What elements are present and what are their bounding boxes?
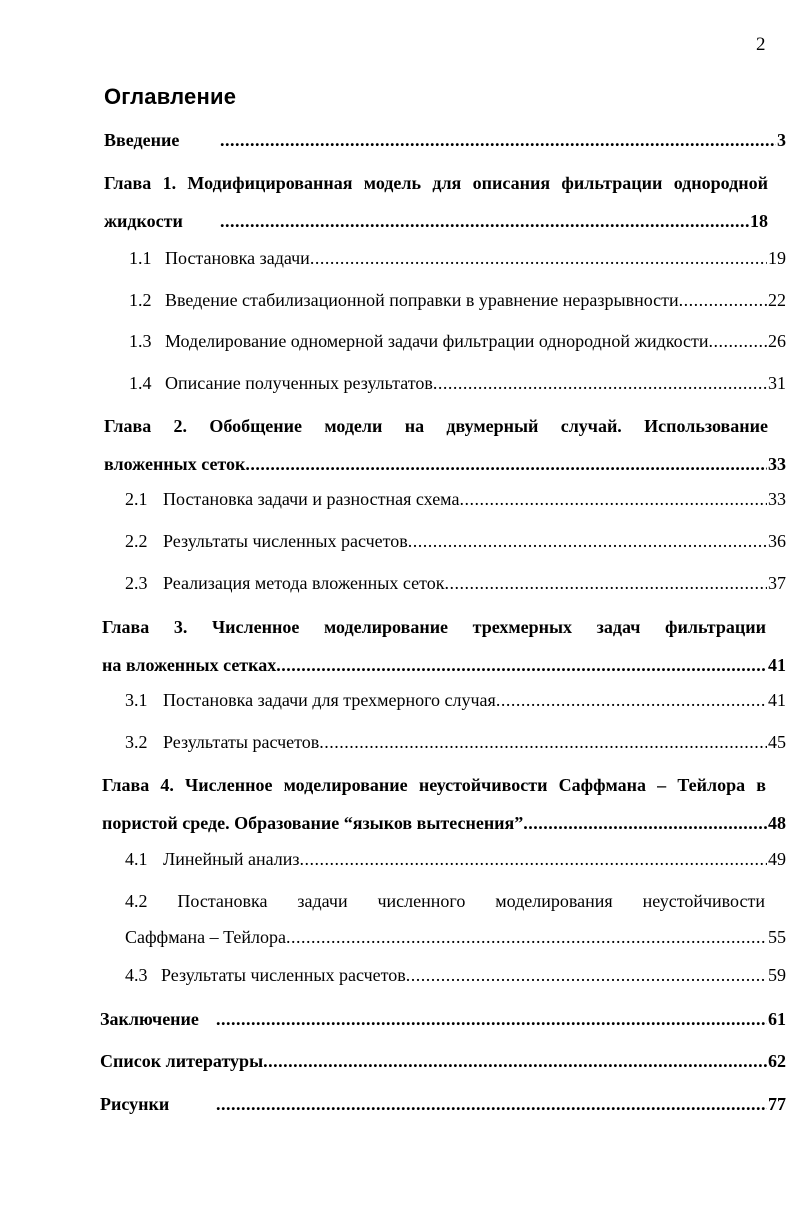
toc-entry-label: Постановка задачи [165, 248, 310, 268]
toc-entry-section-1-2[interactable] [129, 289, 786, 311]
toc-entry-conclusion[interactable] [100, 1008, 786, 1030]
toc-entry-page: 48 [768, 813, 786, 833]
dot-leader [220, 210, 749, 232]
dot-leader [709, 330, 767, 352]
toc-entry-section-4-1[interactable] [125, 848, 786, 870]
toc-entry-section-2-1[interactable] [125, 488, 786, 510]
toc-entry-number: 3.1 [125, 690, 148, 710]
toc-entry-label-cont: пористой среде. Образование “языков вытеснения” [102, 813, 524, 833]
dot-leader [276, 654, 767, 676]
toc-entry-label: Моделирование одномерной задачи фильтрации однородной жидкости [165, 331, 709, 351]
toc-entry-number: 4.3 [125, 965, 148, 985]
toc-entry-page: 45 [768, 732, 786, 752]
dot-leader [496, 689, 767, 711]
toc-entry-number: 2.1 [125, 489, 148, 509]
toc-entry-number: 2.2 [125, 531, 148, 551]
toc-entry-page: 26 [768, 331, 786, 351]
toc-entry-page: 62 [768, 1051, 786, 1071]
toc-entry-label: Глава 4. Численное моделирование неустойчивости Саффмана – Тейлора в [102, 775, 766, 795]
toc-entry-page: 55 [768, 927, 786, 947]
toc-entry-chapter-4[interactable] [102, 774, 786, 834]
toc-entry-label: 4.2 Постановка задачи численного моделирования неустойчивости [125, 891, 765, 911]
toc-entry-page: 49 [768, 849, 786, 869]
toc-entry-page: 3 [777, 130, 786, 150]
dot-leader [459, 488, 767, 510]
dot-leader [408, 530, 767, 552]
toc-entry-label: Описание полученных результатов [165, 373, 433, 393]
toc-entry-page: 41 [768, 655, 786, 675]
toc-entry-label: Результаты численных расчетов [163, 531, 408, 551]
toc-entry-section-2-3[interactable] [125, 572, 786, 594]
dot-leader [433, 372, 767, 394]
toc-entry-chapter-2[interactable] [104, 415, 786, 475]
dot-leader [220, 129, 776, 151]
toc-entry-label: Результаты расчетов [163, 732, 320, 752]
toc-entry-chapter-3[interactable] [102, 616, 786, 676]
dot-leader [216, 1008, 767, 1030]
toc-entry-label: Реализация метода вложенных сеток [163, 573, 445, 593]
toc-entry-label: Глава 1. Модифицированная модель для описания фильтрации однородной [104, 173, 768, 193]
dot-leader [263, 1050, 767, 1072]
toc-entry-label: Постановка задачи для трехмерного случая [163, 690, 496, 710]
toc-entry-intro[interactable] [104, 129, 786, 151]
toc-entry-label: Введение [104, 130, 180, 150]
toc-entry-label-cont: жидкости [104, 211, 183, 231]
toc-entry-page: 61 [768, 1009, 786, 1029]
toc-entry-references[interactable] [100, 1050, 786, 1072]
toc-title: Оглавление [104, 84, 237, 109]
dot-leader [299, 848, 767, 870]
toc-entry-label-cont: на вложенных сетках [102, 655, 277, 675]
toc-entry-label: Линейный анализ [163, 849, 300, 869]
toc-entry-page: 31 [768, 373, 786, 393]
toc-entry-page: 33 [768, 489, 786, 509]
toc-entry-page: 19 [768, 248, 786, 268]
dot-leader [679, 289, 767, 311]
toc-entry-section-3-1[interactable] [125, 689, 786, 711]
toc-entry-section-4-2[interactable] [125, 890, 786, 948]
toc-entry-number: 1.2 [129, 290, 152, 310]
toc-entry-section-1-4[interactable] [129, 372, 786, 394]
dot-leader [319, 731, 767, 753]
toc-entry-page: 22 [768, 290, 786, 310]
toc-entry-label-cont: вложенных сеток [104, 454, 246, 474]
toc-entry-page: 59 [768, 965, 786, 985]
toc-entry-label: Глава 3. Численное моделирование трехмерных задач фильтрации [102, 617, 766, 637]
toc-entry-section-4-3[interactable] [125, 964, 786, 986]
toc-entry-page: 18 [750, 211, 768, 231]
toc-entry-number: 4.1 [125, 849, 148, 869]
toc-entry-section-3-2[interactable] [125, 731, 786, 753]
toc-entry-label: Список литературы [100, 1051, 264, 1071]
toc-entry-section-1-1[interactable] [129, 247, 786, 269]
toc-entry-section-2-2[interactable] [125, 530, 786, 552]
toc-entry-page: 33 [768, 454, 786, 474]
toc-entry-number: 1.4 [129, 373, 152, 393]
toc-entry-label: Введение стабилизационной поправки в уравнение неразрывности [165, 290, 679, 310]
dot-leader [310, 247, 767, 269]
dot-leader [444, 572, 767, 594]
toc-entry-number: 1.1 [129, 248, 152, 268]
dot-leader [406, 964, 767, 986]
toc-entry-number: 3.2 [125, 732, 148, 752]
dot-leader [523, 812, 767, 834]
dot-leader [286, 926, 767, 948]
toc-entry-label: Заключение [100, 1009, 199, 1029]
toc-entry-number: 1.3 [129, 331, 152, 351]
toc-entry-page: 37 [768, 573, 786, 593]
toc-entry-label: Рисунки [100, 1094, 170, 1114]
toc-entry-label-cont: Саффмана – Тейлора [125, 927, 286, 947]
toc-entry-label: Постановка задачи и разностная схема [163, 489, 460, 509]
toc-entry-number: 2.3 [125, 573, 148, 593]
toc-entry-figures[interactable] [100, 1093, 786, 1115]
dot-leader [216, 1093, 767, 1115]
page-number: 2 [756, 34, 766, 55]
toc-entry-section-1-3[interactable] [129, 330, 786, 352]
toc-entry-chapter-1[interactable] [104, 172, 768, 232]
toc-entry-page: 77 [768, 1094, 786, 1114]
dot-leader [245, 453, 767, 475]
toc-entry-page: 36 [768, 531, 786, 551]
toc-entry-label: Глава 2. Обобщение модели на двумерный случай. Использование [104, 416, 768, 436]
toc-entry-label: Результаты численных расчетов [161, 965, 406, 985]
toc-entry-page: 41 [768, 690, 786, 710]
